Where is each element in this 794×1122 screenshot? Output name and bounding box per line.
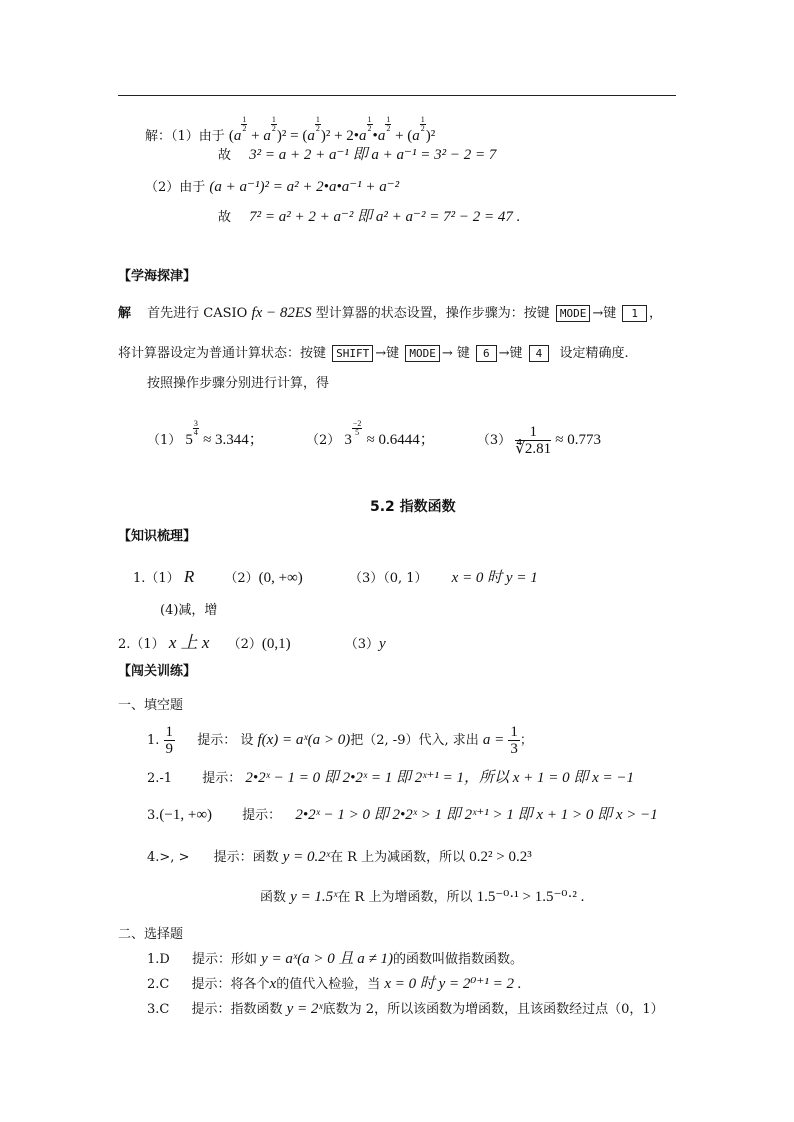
- f1-answer: [164, 724, 176, 757]
- k1-4: (4)减，增: [160, 603, 218, 618]
- f3-hint: 提示：: [242, 808, 282, 823]
- arrow-key3: → 键: [441, 346, 470, 361]
- results-row: [147, 420, 601, 457]
- f4-expr2: 0.2² > 0.2³: [469, 849, 532, 865]
- sol2-line1: [145, 180, 399, 195]
- sol2-result: 7² = a² + 2 + a⁻² 即 a² + a⁻² = 7² − 2 = 47 .: [249, 209, 521, 225]
- k1-3-value: x = 0 时 y = 1: [451, 570, 538, 586]
- f4-val: >, >: [159, 850, 190, 865]
- f1-end: ；: [519, 733, 533, 748]
- c2-x: x: [269, 976, 277, 992]
- section-title: 5.2 指数函数: [370, 499, 456, 515]
- f2-row: [147, 771, 634, 786]
- key-6: 6: [476, 345, 497, 362]
- arrow-key4: →键: [498, 346, 523, 361]
- p1-text-b: 型计算器的状态设置，操作步骤为：按键: [311, 306, 550, 321]
- f4b-mid: 在 R 上为增函数，所以: [337, 890, 473, 905]
- r2-value: ≈ 0.6444；: [366, 432, 435, 448]
- sol1-label: 解：（1）由于: [145, 129, 225, 144]
- k2-row: [118, 634, 386, 652]
- c2-num: 2.C: [147, 977, 170, 992]
- r1-expr: 5 $\frac{3}{4}$: [185, 419, 198, 448]
- f3-expr: 2•2ˣ − 1 > 0 即 2•2ˣ > 1 即 2ˣ⁺¹ > 1 即 x + 1 > 0 即 x > −1: [295, 807, 658, 823]
- k2-1-value: x 上 x: [168, 633, 210, 652]
- f4-expr1: y = 0.2ˣ: [282, 849, 331, 865]
- k2-3-value: y: [379, 636, 386, 652]
- f4-hint: 提示：函数: [213, 850, 279, 865]
- f1-row: [147, 724, 533, 757]
- p1-end: ，: [649, 306, 663, 321]
- c1-end: 的函数叫做指数函数。: [392, 952, 523, 967]
- k1-3-label: （3）（0, 1）: [348, 571, 428, 586]
- c1-num: 1.D: [147, 952, 170, 967]
- k1-1-value: R: [183, 567, 195, 586]
- xuehai-para1: [118, 305, 662, 322]
- xuehai-heading: 【学海探津】: [118, 269, 197, 284]
- key-1: 1: [622, 305, 647, 322]
- k2-1-label: 2.（1）: [118, 637, 165, 652]
- f2-expr: 2•2ˣ − 1 = 0 即 2•2ˣ = 1 即 2ˣ⁺¹ = 1，所以 x + 1 = 0 即 x = −1: [245, 770, 635, 786]
- f3-num: 3.: [147, 808, 160, 823]
- c2-hint: 提示：将各个: [191, 977, 270, 992]
- f1-expr: f(x) = aˣ(a > 0): [257, 732, 351, 748]
- k1-2-value: (0, +∞): [258, 570, 303, 586]
- arrow-key-text: →键: [592, 306, 617, 321]
- sol1-equation: (a $\frac{1}{2}$ + a $\frac{1}{2}$ )² = (a $\frac{1}{2}$ )² + 2•a $\frac{1}{2}$ •a $\frac{1}{2}$ + (a $\frac{1}{2}$ )²: [228, 115, 436, 144]
- f1-num-n: 1: [165, 724, 174, 740]
- f1-num: 1.: [147, 733, 160, 748]
- f4-mid: 在 R 上为减函数，所以: [330, 850, 466, 865]
- c2-expr: x = 0 时 y = 2⁰⁺¹ = 2 .: [384, 976, 522, 992]
- sol1-gu: 故: [218, 148, 232, 163]
- arrow-key2: →键: [375, 346, 400, 361]
- r3-value: ≈ 0.773: [555, 432, 601, 448]
- k1-1-label: 1.（1）: [133, 571, 180, 586]
- c2-row: [147, 977, 521, 992]
- f1-a-frac: [508, 724, 520, 757]
- sol2-gu: 故: [218, 210, 232, 225]
- c3-hint: 提示：指数函数: [191, 1002, 283, 1017]
- f1-mid: 把（2, -9）代入, 求出: [350, 733, 479, 748]
- r3-fraction: $\frac{1}{∜2.81}$: [515, 424, 552, 457]
- c1-hint: 提示：形如: [191, 952, 257, 967]
- c1-expr: y = aˣ(a > 0 且 a ≠ 1): [261, 951, 393, 967]
- key-mode-2: MODE: [405, 345, 440, 362]
- sol2-equation: (a + a⁻¹)² = a² + 2•a•a⁻¹ + a⁻²: [209, 179, 400, 195]
- c3-end: 底数为 2，所以该函数为增函数，且该函数经过点（0，1）: [322, 1002, 664, 1017]
- p2-text-a: 将计算器设定为普通计算状态：按键: [118, 346, 327, 361]
- header-rule: [118, 95, 676, 96]
- sol1-result: 3² = a + 2 + a⁻¹ 即 a + a⁻¹ = 3² − 2 = 7: [249, 147, 497, 163]
- f2-hint: 提示：: [202, 771, 242, 786]
- c1-row: [147, 952, 523, 967]
- r2-expr: 3 $\frac{-2}{5}$: [344, 419, 362, 448]
- f2-num: 2.-1: [147, 771, 173, 786]
- k2-2-value: (0,1): [261, 636, 291, 652]
- sol2-line2: [218, 210, 520, 225]
- calculator-model: fx − 82ES: [251, 305, 312, 321]
- xuehai-para2: [118, 345, 629, 362]
- f1-a-d: 3: [510, 741, 518, 757]
- key-4: 4: [529, 345, 550, 362]
- f1-a: a =: [482, 732, 505, 748]
- r3-label: （3）: [476, 433, 512, 448]
- zhishi-heading: 【知识梳理】: [118, 529, 197, 544]
- choice-title: 二、选择题: [118, 927, 184, 942]
- f4b-row: [260, 890, 584, 905]
- f4-row: [147, 850, 532, 865]
- sol2-label: （2）由于: [145, 180, 206, 195]
- k2-3-label: （3）: [344, 637, 380, 652]
- r2-label: （2）: [305, 433, 341, 448]
- jie-label: 解: [118, 306, 132, 321]
- sol1-line1: [145, 116, 435, 144]
- k1-row: [133, 568, 538, 586]
- f4b-a: 函数: [260, 890, 287, 905]
- f1-a-n: 1: [510, 724, 518, 740]
- c2-mid: 的值代入检验，当: [276, 977, 381, 992]
- p2-end: 设定精确度.: [559, 346, 629, 361]
- chuangguan-heading: 【闯关训练】: [118, 664, 197, 679]
- r1-value: ≈ 3.344；: [203, 432, 264, 448]
- f1-hint: 提示： 设: [197, 733, 254, 748]
- k2-2-label: （2）: [227, 637, 262, 652]
- fill-title: 一、填空题: [118, 698, 184, 713]
- p1-text-a: 首先进行 CASIO: [147, 306, 252, 321]
- sol1-line2: [218, 148, 496, 163]
- xuehai-para3: 按照操作步骤分别进行计算，得: [147, 376, 330, 391]
- f4b-expr1: y = 1.5ˣ: [290, 889, 338, 905]
- f4b-expr2: 1.5⁻⁰·¹ > 1.5⁻⁰·² .: [476, 889, 585, 905]
- c3-row: [147, 1002, 664, 1017]
- f1-num-d: 9: [165, 741, 174, 757]
- key-shift: SHIFT: [332, 345, 373, 362]
- k1-2-label: （2）: [224, 571, 259, 586]
- c3-num: 3.C: [147, 1002, 170, 1017]
- f3-row: [147, 808, 658, 823]
- f3-val: (−1, +∞): [159, 807, 213, 823]
- f4-num: 4.: [147, 850, 160, 865]
- r1-label: （1）: [147, 433, 182, 448]
- key-mode: MODE: [556, 305, 591, 322]
- c3-expr: y = 2ˣ: [286, 1001, 323, 1017]
